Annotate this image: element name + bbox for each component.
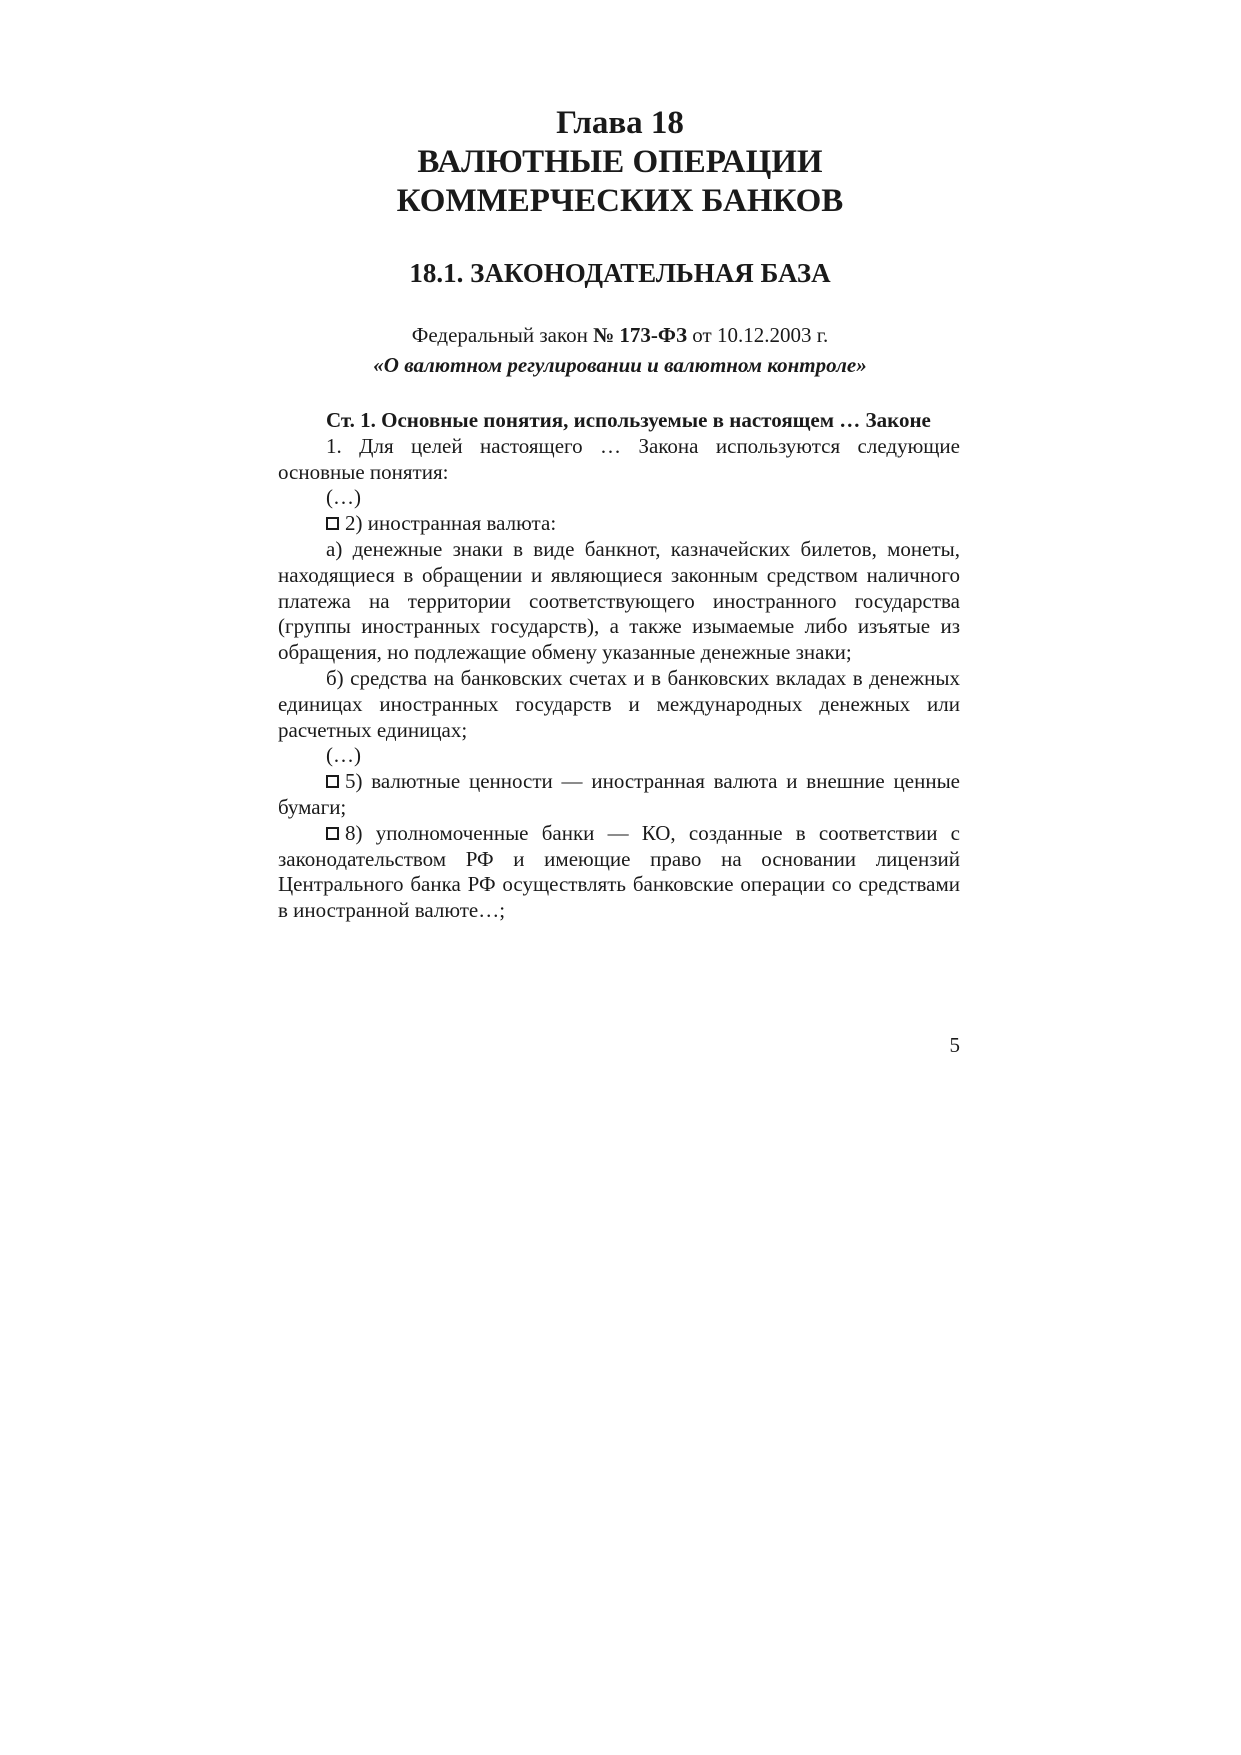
paragraph-5-text: 5) валютные ценности — иностранная валюта и внешние ценные бумаги; (278, 769, 960, 819)
paragraph-8 (278, 821, 960, 924)
article-heading: Ст. 1. Основные понятия, используемые в настоящем … Законе (326, 408, 931, 432)
paragraph-5 (278, 769, 960, 821)
paragraph-2 (278, 511, 960, 537)
paragraph-8-text: 8) уполномоченные банки — КО, созданные в соответствии с законодательством РФ и имеющие право на основании лицензий Центрального банка РФ осуществлять банковские операции со средствами в иностранной валюте…; (278, 820, 960, 923)
page-number: 5 (949, 1033, 960, 1057)
chapter-title-line-1: ВАЛЮТНЫЕ ОПЕРАЦИИ (417, 144, 823, 180)
bullet-square-icon (326, 827, 339, 840)
chapter-title-line-2: КОММЕРЧЕСКИХ БАНКОВ (396, 183, 844, 219)
law-title: «О валютном регулировании и валютном контроле» (373, 353, 867, 377)
law-prefix: Федеральный закон (411, 323, 594, 347)
law-reference (280, 320, 960, 380)
paragraph-2b: б) средства на банковских счетах и в банковских вкладах в денежных единицах иностранных государств и международных денежных или расчетных единицах; (278, 665, 960, 742)
law-line (280, 320, 960, 350)
article-body (278, 408, 960, 924)
law-number: № 173-ФЗ (593, 323, 688, 347)
chapter-heading (280, 104, 960, 221)
paragraph-1: 1. Для целей настоящего … Закона используются следующие основные понятия: (278, 433, 960, 484)
chapter-number: Глава 18 (556, 105, 684, 141)
paragraph-2-text: 2) иностранная валюта: (345, 511, 557, 536)
paragraph-2a: а) денежные знаки в виде банкнот, казначейских билетов, монеты, находящиеся в обращении и являющиеся законным средством наличного платежа на территории соответствующего иностранного государства (группы иностранных государств), а также изымаемые либо изъятые из обращения, но подлежащие обмену указанные денежные знаки; (278, 536, 960, 665)
section-title: 18.1. ЗАКОНОДАТЕЛЬНАЯ БАЗА (409, 258, 831, 288)
bullet-square-icon (326, 775, 339, 788)
ellipsis-2: (…) (326, 743, 361, 768)
ellipsis-1: (…) (326, 485, 361, 510)
bullet-square-icon (326, 517, 339, 530)
law-date: от 10.12.2003 г. (687, 323, 829, 347)
